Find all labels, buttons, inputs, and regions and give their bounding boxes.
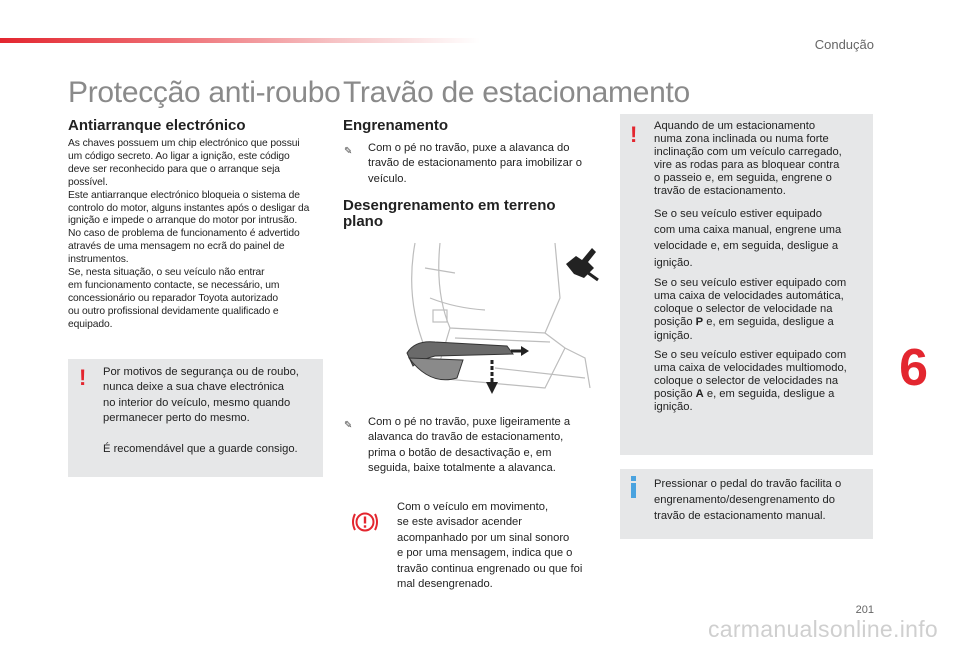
info-text: Pressionar o pedal do travão facilita o engrenamento/desengrenamento do travão de estacionamento manual. xyxy=(654,478,842,523)
header-accent-bar xyxy=(0,38,480,43)
left-warning-text: Por motivos de segurança ou de roubo, nunca deixe a sua chave electrónica no interior do veículo, mesmo quando permanecer perto do mesmo. É recomendável que a guarde consigo. xyxy=(103,366,299,455)
engage-text: Com o pé no travão, puxe a alavanca do travão de estacionamento para imobilizar o veículo. xyxy=(368,142,582,185)
disengage-text: Com o pé no travão, puxe ligeiramente a alavanca do travão de estacionamento, prima o botão de desactivação e, em seguida, baixe totalmente a alavanca. xyxy=(368,416,571,475)
left-subtitle: Antiarranque electrónico xyxy=(68,117,246,134)
bullet-icon: ✎ xyxy=(344,146,353,157)
left-body: As chaves possuem um chip electrónico que possui um código secreto. Ao ligar a ignição, este código deve ser reconhecido para que o arranque seja possível. Este antiarranque electrónico bloqueia o sistema de controlo do motor, alguns instantes após o desligar da ignição e impede o arranque do motor por intrusão. No caso de problema de funcionamento é advertido através de uma mensagem no ecrã do painel de instrumentos. Se, nesta situação, o seu veículo não entrar em funcionamento contacte, se necessário, um concessionário ou reparador Toyota autorizado ou outro profissional devidamente qualificado e equipado. xyxy=(68,138,310,330)
parking-warning-text: Aquando de um estacionamento numa zona inclinada ou numa forte inclinação com um veículo carregado, vire as rodas para as bloquear contra o passeio e, em seguida, engrene o travão de estacionamento. Se o seu veículo estiver equipado com uma caixa manual, engrene uma velocidade e, em seguida, desligue a ignição. Se o seu veículo estiver equipado com uma caixa de velocidades automática, coloque o selector de velocidade na posição P e, em seguida, desligue a ignição. Se o seu veículo estiver equipado com uma caixa de velocidades multiomodo, coloque o selector de velocidades na posição A e, em seguida, desligue a ignição. xyxy=(654,120,847,414)
alert-text: Com o veículo em movimento, se este avisador acender acompanhado por um sinal sonoro e por uma mensagem, indica que o travão continua engrenado ou que foi mal desengrenado. xyxy=(397,501,583,591)
right-title: Travão de estacionamento xyxy=(343,76,690,109)
bullet-icon: ✎ xyxy=(344,420,353,431)
watermark: carmanualsonline.info xyxy=(707,616,938,642)
engage-heading: Engrenamento xyxy=(343,117,449,134)
section-label: Condução xyxy=(814,37,874,52)
page-number: 201 xyxy=(855,604,874,616)
warning-icon: ! xyxy=(79,365,87,390)
brake-warning-light-icon xyxy=(351,509,379,535)
info-icon xyxy=(631,483,636,498)
hand-lever-icon xyxy=(562,244,602,282)
left-title: Protecção anti-roubo xyxy=(68,76,341,109)
disengage-heading: Desengrenamento em terreno plano xyxy=(343,197,556,230)
chapter-number: 6 xyxy=(899,339,928,397)
warning-icon: ! xyxy=(630,122,638,147)
